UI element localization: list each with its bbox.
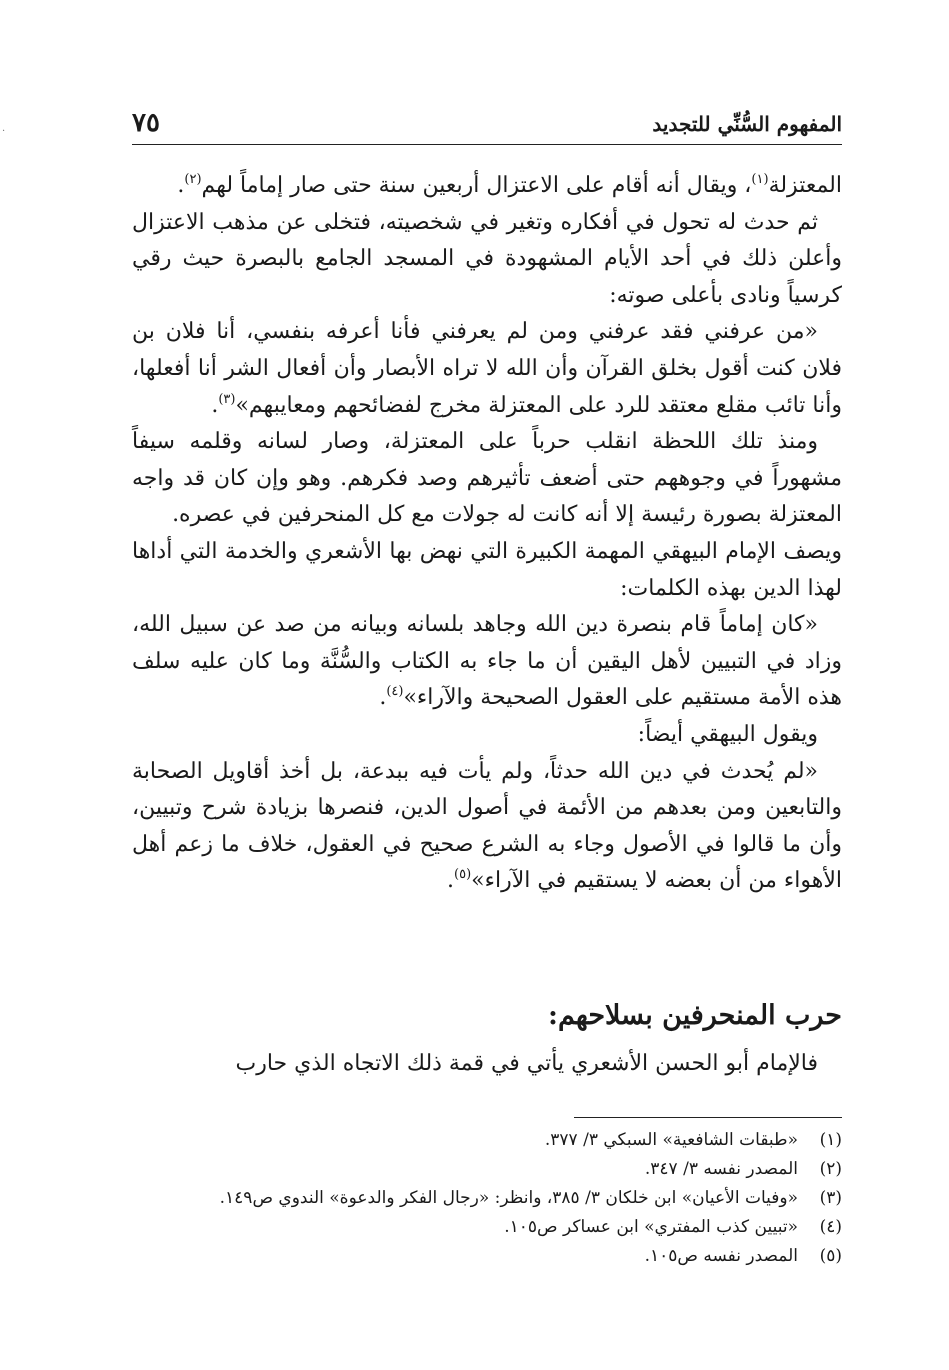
paragraph-2: ثم حدث له تحول في أفكاره وتغير في شخصيته، فتخلى عن مذهب الاعتزال وأعلن ذلك في أحد الأيام المشهودة في المسجد الجامع بالبصرة حيث رقي كرسياً ونادى بأعلى صوته: [132, 209, 842, 308]
page-header [132, 104, 842, 145]
footnote-2: (٢)المصدر نفسه ٣/ ٣٤٧. [644, 1159, 842, 1179]
quote-3: «لم يُحدث في دين الله حدثاً، ولم يأت فيه ببدعة، بل أخذ أقاويل الصحابة والتابعين ومن بعدهم من الأئمة في أصول الدين، فنصرها بزيادة شرح وتبيين، وأن ما قالوا في الأصول وجاء به الشرع صحيح في العقول، خلاف ما زعم أهل الأهواء من أن بعضه لا يستقيم في الآراء»$^{(٥)}$. [132, 758, 842, 894]
footnotes [132, 1126, 842, 1271]
footnote-4: (٤)«تبيين كذب المفتري» ابن عساكر ص١٠٥. [504, 1217, 842, 1237]
paragraph-3: ومنذ تلك اللحظة انقلب حرباً على المعتزلة، وصار لسانه وقلمه سيفاً مشهوراً في وجوههم حتى أضعف تأثيرهم وصد فكرهم. وهو وإن كان قد واجه المعتزلة بصورة رئيسة إلا أنه كانت له جولات مع كل المنحرفين في عصره. [132, 429, 842, 528]
footnote-1: (١)«طبقات الشافعية» السبكي ٣/ ٣٧٧. [544, 1130, 842, 1150]
main-text [132, 168, 842, 900]
page-number: ٧٥ [132, 108, 160, 138]
footnote-5: (٥)المصدر نفسه ص١٠٥. [644, 1246, 842, 1266]
footnote-3: (٣)«وفيات الأعيان» ابن خلكان ٣/ ٣٨٥، وانظر: «رجال الفكر والدعوة» الندوي ص١٤٩. [219, 1188, 842, 1208]
section-heading: حرب المنحرفين بسلاحهم: [547, 1000, 842, 1031]
footnote-ref: (٢) [184, 172, 202, 187]
footnote-ref: (٤) [386, 684, 404, 700]
paragraph-1: المعتزلة$^{(١)}$، ويقال أنه أقام على الاعتزال أربعين سنة حتى صار إماماً لهم$^{(٢)}$. [177, 172, 842, 198]
closing-paragraph: فالإمام أبو الحسن الأشعري يأتي في قمة ذلك الاتجاه الذي حارب [235, 1051, 818, 1076]
footnote-ref: (٥) [454, 867, 472, 883]
quote-1: «من عرفني فقد عرفني ومن لم يعرفني فأنا أعرفه بنفسي، أنا فلان بن فلان كنت أقول بخلق القرآن وأن الله لا تراه الأبصار وأن أفعال الشر أنا أفعلها، وأنا تائب مقلع معتقد للرد على المعتزلة مخرج لفضائحهم ومعايبهم»$^{(٣)}$. [132, 319, 842, 418]
footnote-divider [574, 1117, 842, 1118]
scan-mark: · [2, 126, 6, 137]
paragraph-4: ويصف الإمام البيهقي المهمة الكبيرة التي نهض بها الأشعري والخدمة التي أداها لهذا الدين بهذه الكلمات: [132, 538, 842, 601]
paragraph-5: ويقول البيهقي أيضاً: [637, 721, 818, 747]
footnote-ref: (١) [751, 172, 769, 187]
quote-2: «كان إماماً قام بنصرة دين الله وجاهد بلسانه وبيانه من صد عن سبيل الله، وزاد في التبيين لأهل اليقين أن ما جاء به الكتاب والسُّنَّة وما كان عليه سلف هذه الأمة مستقيم على العقول الصحيحة والآراء»$^{(٤)}$. [132, 612, 842, 711]
footnote-ref: (٣) [218, 391, 236, 407]
running-title: المفهوم السُّنِّي للتجديد [652, 112, 842, 136]
